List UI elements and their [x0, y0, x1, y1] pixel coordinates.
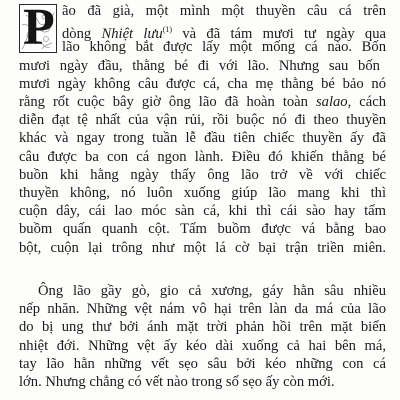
text-run: khác và ngay trong tuần lễ đầu tiên chiếc thuyền ấy đã [19, 130, 386, 147]
text-line [19, 185, 386, 202]
text-run: , cách [347, 94, 386, 110]
text-run: buồm quấn quanh cột. Tấm buồm được vá bằng bao [19, 221, 386, 238]
text-line [19, 338, 386, 355]
text-run: cuộn dây, cái lao móc sàn cá, khi thì cái sào hay tấm [19, 203, 386, 220]
text-line [19, 94, 386, 111]
text-line [19, 76, 386, 93]
text-line [62, 39, 386, 56]
text-line [19, 319, 386, 336]
text-run: mươi ngày đầu, thằng bé đi với lão. Nhưng sau bốn [19, 57, 380, 74]
text-run: ão đã già, một mình một thuyền câu cá trên [62, 3, 386, 19]
text-run: buồn khi hằng ngày thấy ông lão trở về với chiếc [19, 166, 386, 183]
text-line [19, 149, 386, 166]
text-line [19, 221, 386, 238]
text-run: (1) [162, 25, 173, 35]
text-line [38, 283, 386, 300]
text-line [62, 3, 386, 20]
text-line [19, 374, 335, 391]
text-run: lão không bắt được lấy một mống cá nào. Bốn [62, 39, 387, 56]
text-run: thuyền không, nó luôn xuống giúp lão mang khi thì [19, 185, 386, 201]
text-run: Nhiệt lưu [101, 26, 163, 43]
text-run: bột, cuộn lại trông như một lá cờ bại trận triền miên. [19, 239, 386, 256]
text-run: tay lão hằn những vết sẹo sâu bởi kéo những con cá [19, 355, 386, 372]
text-line [19, 58, 380, 75]
text-line [19, 112, 386, 129]
text-run: diễn đạt tệ nhất của vận rủi, rồi buộc nó đi theo thuyền [19, 112, 386, 129]
text-line [19, 240, 386, 257]
text-line [19, 356, 386, 373]
text-run: Ông lão gầy gò, gio cả xương, gáy hằn sâu nhiều [38, 283, 386, 299]
text-line [19, 301, 386, 318]
text-line [19, 203, 386, 220]
text-line [19, 130, 386, 147]
text-run: câu được ba con cá ngon lành. Điều đó khiến thằng bé [19, 148, 386, 165]
text-line [19, 167, 386, 184]
text-run: nếp nhăn. Những vệt nám vô hại trên làn da má của lão [19, 301, 386, 318]
text-run: và đã tám mươi tư ngày qua [172, 26, 386, 43]
text-run: nhiệt đới. Những vệt ấy kéo dài xuống cả hai bên má, [19, 337, 386, 354]
text-run: dòng [62, 26, 102, 43]
drop-cap [19, 4, 57, 53]
text-run: do bị ung thư bởi ánh mặt trời phản hồi trên mặt biển [19, 319, 386, 336]
text-run: rằng rốt cuộc bây giờ ông lão đã hoàn toàn [19, 94, 316, 110]
text-run: mươi ngày không câu được cá, cha mẹ thằng bé bảo nó [19, 75, 386, 92]
text-run: salao [315, 94, 348, 110]
text-run: lớn. Nhưng chẳng có vết nào trong số sẹo ấy còn mới. [19, 374, 335, 390]
drop-cap-letter: P [23, 4, 55, 53]
